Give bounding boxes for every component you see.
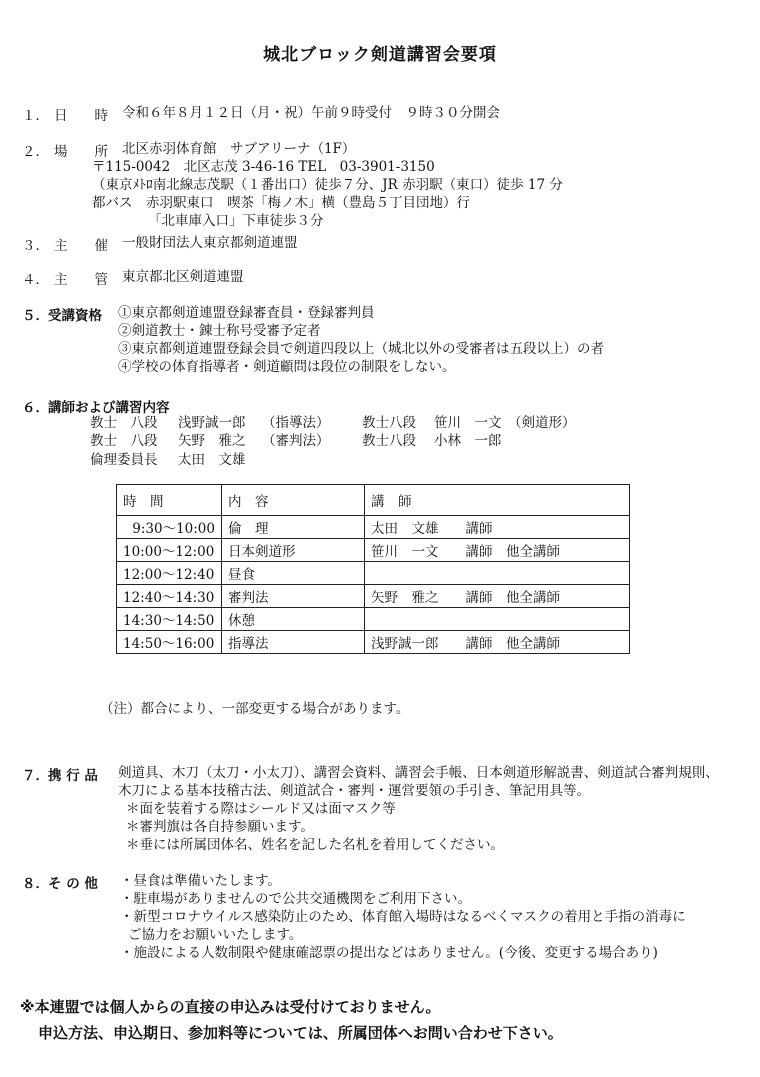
qualification-item: ④学校の体育指導者・剣道顧問は段位の制限をしない。 [118,359,456,375]
footer-inquiry: 申込方法、申込期日、参加料等については、所属団体へお問い合わせ下さい。 [38,1024,563,1042]
instructor-name: 矢野 雅之 [178,433,246,449]
section-2-number: ２． [22,144,49,160]
table-row [117,539,630,562]
table-row [117,608,630,631]
table-row [117,631,630,654]
schedule-note: （注）都合により、一部変更する場合があります。 [100,701,410,717]
instructor-name: 小林 一郎 [434,433,502,449]
section-2-label: 場 所 [54,144,108,160]
table-cell-time: 14:50～16:00 [117,631,222,654]
instructor-name: 笹川 一文 [434,415,502,431]
section-3-label: 主 催 [54,238,108,254]
section-7-label: 携 行 品 [48,768,98,784]
table-cell-instructor [365,562,630,585]
instructor-title: 教士八段 [362,415,416,431]
instructor-name: 浅野誠一郎 [178,415,246,431]
venue-access-train: （東京ﾒﾄﾛ南北線志茂駅（１番出口）徒歩７分、JR 赤羽駅（東口）徒歩 17 分 [92,177,563,193]
other-note: ・昼食は準備いたします。 [120,873,281,889]
table-cell-time: 10:00～12:00 [117,539,222,562]
table-row [117,516,630,539]
instructor-title: 教士 八段 [90,433,158,449]
instructor-title: 教士八段 [362,433,416,449]
table-header-content: 内 容 [222,485,365,516]
section-5-label: 受講資格 [48,308,102,324]
instructor-role: （審判法） [262,433,330,449]
instructor-role: （剣道形） [508,415,576,431]
other-note: ・駐車場がありませんので公共交通機関をご利用下さい。 [120,891,471,907]
table-cell-time: 12:00～12:40 [117,562,222,585]
venue-address: 〒115-0042 北区志茂 3-46-16 TEL 03-3901-3150 [92,159,435,175]
belongings-line: 剣道具、木刀（太刀・小太刀）、講習会資料、講習会手帳、日本剣道形解説書、剣道試合審判規則、 [118,765,719,781]
instructor-title: 倫理委員長 [90,452,158,468]
table-cell-instructor: 太田 文雄 講師 [365,516,630,539]
belongings-note: ＊面を装着する際はシールド又は面マスク等 [126,801,396,817]
event-date-time: 令和６年８月１２日（月・祝）午前９時受付 ９時３０分開会 [122,105,500,121]
table-cell-time: 14:30～14:50 [117,608,222,631]
other-note: ご協力をお願いいたします。 [128,927,303,943]
organizer: 一般財団法人東京都剣道連盟 [122,235,298,251]
table-row [117,562,630,585]
other-note: ・施設による人数制限や健康確認票の提出などはありません。(今後、変更する場合あり) [120,945,658,961]
section-8-number: ８． [22,876,49,892]
schedule-table [116,484,630,654]
venue-access-bus-stop: 「北車庫入口」下車徒歩３分 [148,213,324,229]
instructor-title: 教士 八段 [90,415,158,431]
table-cell-content: 昼食 [222,562,365,585]
section-1-number: １． [22,108,49,124]
section-8-label: そ の 他 [48,876,98,892]
belongings-note: ＊審判旗は各自持参願います。 [126,819,314,835]
section-6-number: ６． [22,400,49,416]
table-cell-instructor [365,608,630,631]
qualification-item: ①東京都剣道連盟登録審査員・登録審判員 [118,305,375,321]
belongings-line: 木刀による基本技稽古法、剣道試合・審判・運営要領の手引き、筆記用具等。 [118,783,590,799]
qualification-item: ②剣道教士・錬士称号受審予定者 [118,323,321,339]
qualification-item: ③東京都剣道連盟登録会員で剣道四段以上（城北以外の受審者は五段以上）の者 [118,341,604,357]
table-cell-instructor: 矢野 雅之 講師 他全講師 [365,585,630,608]
instructor-role: （指導法） [262,415,330,431]
table-cell-content: 指導法 [222,631,365,654]
table-cell-content: 倫 理 [222,516,365,539]
table-row [117,585,630,608]
section-3-number: ３． [22,238,49,254]
instructor-name: 太田 文雄 [178,452,246,468]
venue-access-bus: 都バス 赤羽駅東口 喫茶「梅ノ木」横（豊島５丁目団地）行 [92,195,470,211]
table-cell-content: 休憩 [222,608,365,631]
venue-name: 北区赤羽体育館 サブアリーナ（1F） [122,141,356,157]
table-cell-content: 日本剣道形 [222,539,365,562]
page-title: 城北ブロック剣道講習会要項 [263,45,497,65]
section-6-label: 講師および講習内容 [48,400,170,416]
belongings-note: ＊垂には所属団体名、姓名を記した名札を着用してください。 [126,837,504,853]
manager: 東京都北区剣道連盟 [122,269,244,285]
table-cell-content: 審判法 [222,585,365,608]
section-4-label: 主 管 [54,272,108,288]
table-cell-time: 12:40～14:30 [117,585,222,608]
section-4-number: ４． [22,272,49,288]
table-cell-time: 9:30～10:00 [117,516,222,539]
table-header-time: 時 間 [117,485,222,516]
table-header-instructor: 講 師 [365,485,630,516]
footer-notice: ※本連盟では個人からの直接の申込みは受付けておりません。 [20,998,441,1016]
section-7-number: ７． [22,768,49,784]
other-note: ・新型コロナウイルス感染防止のため、体育館入場時はなるべくマスクの着用と手指の消毒に [120,909,686,925]
table-cell-instructor: 浅野誠一郎 講師 他全講師 [365,631,630,654]
section-5-number: ５． [22,308,49,324]
section-1-label: 日 時 [54,108,108,124]
table-cell-instructor: 笹川 一文 講師 他全講師 [365,539,630,562]
table-header-row [117,485,630,516]
